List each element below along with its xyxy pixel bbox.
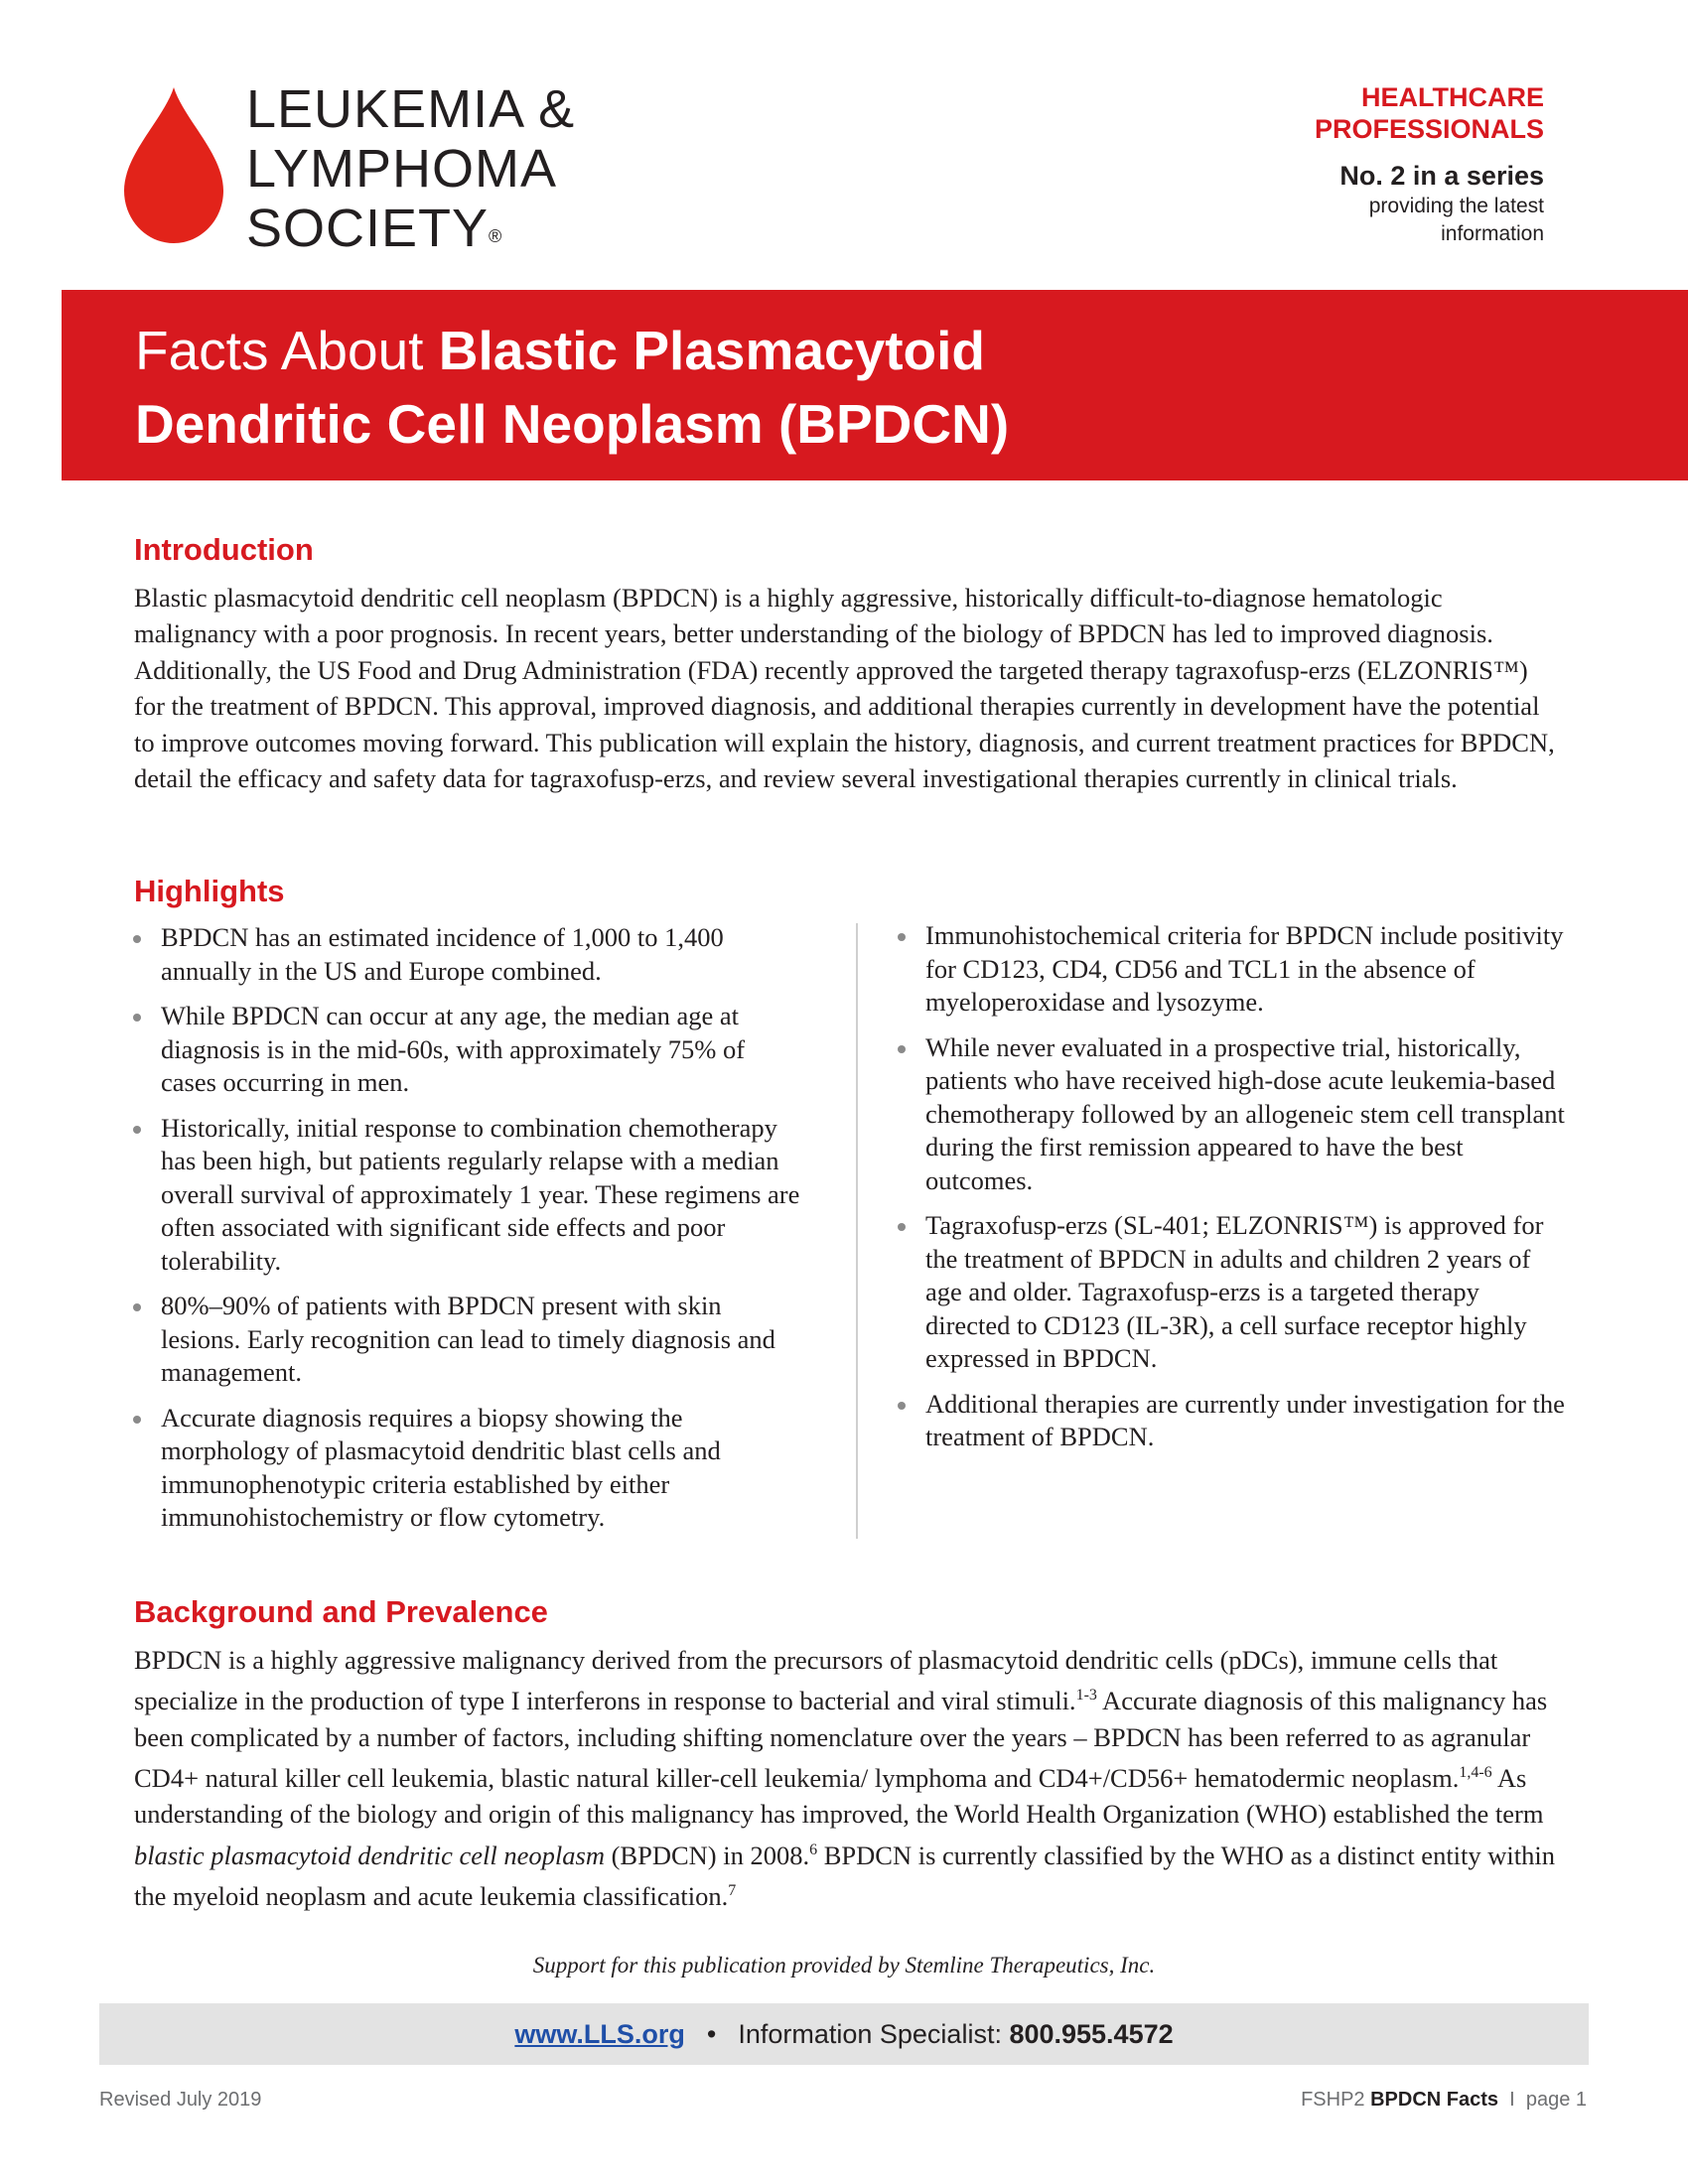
highlights-right-column	[894, 919, 1569, 1466]
series-subtitle-2: information	[1441, 222, 1544, 245]
logo-line-2: LYMPHOMA	[246, 139, 558, 199]
series-number: No. 2 in a series	[1339, 161, 1544, 191]
specialist-phone: 800.955.4572	[1009, 2019, 1174, 2049]
page-number: page 1	[1525, 2089, 1587, 2111]
highlight-item: While BPDCN can occur at any age, the median age at diagnosis is in the mid-60s, with approximately 75% of cases occurring in men.	[129, 1000, 804, 1100]
bullet-icon	[133, 1416, 141, 1424]
revision-date: Revised July 2019	[99, 2089, 262, 2111]
footer-contact	[99, 2013, 1589, 2055]
title-line-1: Blastic Plasmacytoid	[438, 320, 985, 381]
registered-mark: ®	[489, 226, 503, 246]
specialist-label: Information Specialist:	[738, 2019, 1010, 2049]
reference-superscript: 7	[728, 1881, 737, 1899]
audience-label: HEALTHCARE PROFESSIONALS	[1314, 82, 1544, 144]
logo-wordmark	[246, 79, 575, 258]
background-heading: Background and Prevalence	[134, 1594, 548, 1629]
highlight-item: BPDCN has an estimated incidence of 1,000 to 1,400 annually in the US and Europe combined.	[129, 921, 804, 988]
series-subtitle-1: providing the latest	[1368, 195, 1544, 217]
reference-superscript: 1,4-6	[1459, 1764, 1492, 1782]
lls-logo	[119, 79, 635, 258]
logo-line-1: LEUKEMIA &	[246, 79, 576, 139]
title-prefix: Facts About	[135, 320, 439, 381]
bullet-icon	[898, 1402, 906, 1410]
page-title	[135, 314, 1327, 461]
highlight-item: Additional therapies are currently under investigation for the treatment of BPDCN.	[894, 1388, 1569, 1454]
highlight-item: Immunohistochemical criteria for BPDCN include positivity for CD123, CD4, CD56 and TCL1 in the absence of myeloperoxidase and lysozyme.	[894, 919, 1569, 1020]
page-info: FSHP2 BPDCN Facts I page 1	[1301, 2089, 1587, 2111]
introduction-heading: Introduction	[134, 532, 314, 567]
title-line-2: Dendritic Cell Neoplasm (BPDCN)	[135, 393, 1010, 455]
bullet-icon	[133, 1014, 141, 1022]
bullet-icon	[133, 1126, 141, 1134]
bullet-icon	[898, 1045, 906, 1053]
bullet-icon	[133, 935, 141, 943]
highlight-item: Tagraxofusp-erzs (SL-401; ELZONRIS™) is approved for the treatment of BPDCN in adults and children 2 years of age and older. Tagraxofusp-erzs is a targeted therapy directed to CD123 (IL-3R), a cell surface receptor highly expressed in BPDCN.	[894, 1209, 1569, 1376]
column-divider	[856, 923, 858, 1539]
highlight-item: 80%–90% of patients with BPDCN present with skin lesions. Early recognition can lead to timely diagnosis and management.	[129, 1290, 804, 1390]
logo-line-3: SOCIETY	[246, 199, 490, 258]
reference-superscript: 1-3	[1075, 1687, 1097, 1705]
highlight-item: While never evaluated in a prospective trial, historically, patients who have received high-dose acute leukemia-based chemotherapy followed by an allogeneic stem cell transplant during the first remission appeared to have the best outcomes.	[894, 1031, 1569, 1198]
highlights-left-column	[129, 921, 804, 1547]
reference-superscript: 6	[809, 1841, 818, 1858]
lls-website-link[interactable]: www.LLS.org	[514, 2019, 685, 2049]
footer-separator: •	[706, 2019, 717, 2049]
introduction-text: Blastic plasmacytoid dendritic cell neoplasm (BPDCN) is a highly aggressive, historically difficult-to-diagnose hematologic malignancy with a poor prognosis. In recent years, better understanding of the biology of BPDCN has led to improved diagnosis. Additionally, the US Food and Drug Administration (FDA) recently approved the targeted therapy tagraxofusp-erzs (ELZONRIS™) for the treatment of BPDCN. This approval, improved diagnosis, and additional therapies currently in development have the potential to improve outcomes moving forward. This publication will explain the history, diagnosis, and current treatment practices for BPDCN, detail the efficacy and safety data for tagraxofusp-erzs, and review several investigational therapies currently in clinical trials.	[134, 583, 1555, 794]
support-statement: Support for this publication provided by Stemline Therapeutics, Inc.	[532, 1953, 1156, 1978]
highlights-heading: Highlights	[134, 874, 285, 908]
highlight-item: Historically, initial response to combination chemotherapy has been high, but patients regularly relapse with a median overall survival of approximately 1 year. These regimens are often associated with significant side effects and poor tolerability.	[129, 1112, 804, 1279]
highlight-item: Accurate diagnosis requires a biopsy showing the morphology of plasmacytoid dendritic blast cells and immunophenotypic criteria established by either immunohistochemistry or flow cytometry.	[129, 1402, 804, 1535]
bullet-icon	[898, 933, 906, 941]
blood-drop-icon	[119, 79, 228, 248]
background-text: BPDCN is a highly aggressive malignancy derived from the precursors of plasmacytoid dendritic cells (pDCs), immune cells that specialize in the production of type I interferons in response to bacterial and viral stimuli.$^{1-3}$ Accurate diagnosis of this malignancy has been complicated by a number of factors, including shifting nomenclature over the years – BPDCN has been referred to as agranular CD4+ natural killer cell leukemia, blastic natural killer-cell leukemia/ lymphoma and CD4+/CD56+ hematodermic neoplasm.$^{1,4-6}$ As understanding of the biology and origin of this malignancy has improved, the World Health Organization (WHO) established the term blastic plasmacytoid dendritic cell neoplasm (BPDCN) in 2008.$^6$ BPDCN is currently classified by the WHO as a distinct entity within the myeloid neoplasm and acute leukemia classification.$^7$	[134, 1645, 1556, 1911]
bullet-icon	[898, 1223, 906, 1231]
bullet-icon	[133, 1303, 141, 1311]
